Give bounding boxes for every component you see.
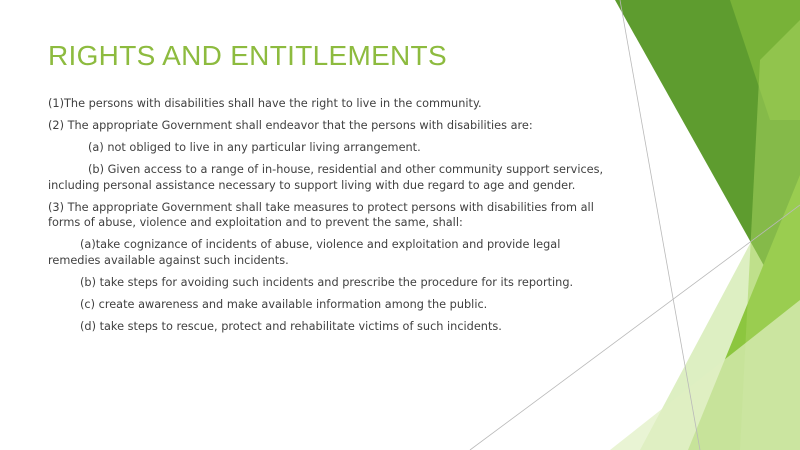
paragraph-2: (2) The appropriate Government shall endeavor that the persons with disabilities are: (48, 119, 533, 132)
paragraph-1: (1)The persons with disabilities shall have the right to live in the community. (48, 97, 482, 110)
paragraph-3a: (a)take cognizance of incidents of abuse, violence and exploitation and provide legal remedies available against such incidents. (48, 238, 561, 267)
paragraph-2a: (a) not obliged to live in any particular living arrangement. (88, 141, 421, 154)
paragraph-3c: (c) create awareness and make available information among the public. (80, 297, 488, 311)
paragraph-3b: (b) take steps for avoiding such incidents and prescribe the procedure for its reporting. (80, 275, 574, 289)
paragraph-2b: (b) Given access to a range of in-house, residential and other community support services, including personal assistance necessary to support living with due regard to age and gender. (48, 163, 604, 192)
paragraph-3: (3) The appropriate Government shall take measures to protect persons with disabilities from all forms of abuse, violence and exploitation and to prevent the same, shall: (48, 200, 594, 229)
slide-body (48, 96, 608, 341)
shape-lower-faint (610, 300, 800, 450)
slide-title: RIGHTS AND ENTITLEMENTS (48, 40, 447, 71)
paragraph-3d: (d) take steps to rescue, protect and rehabilitate victims of such incidents. (80, 319, 502, 333)
